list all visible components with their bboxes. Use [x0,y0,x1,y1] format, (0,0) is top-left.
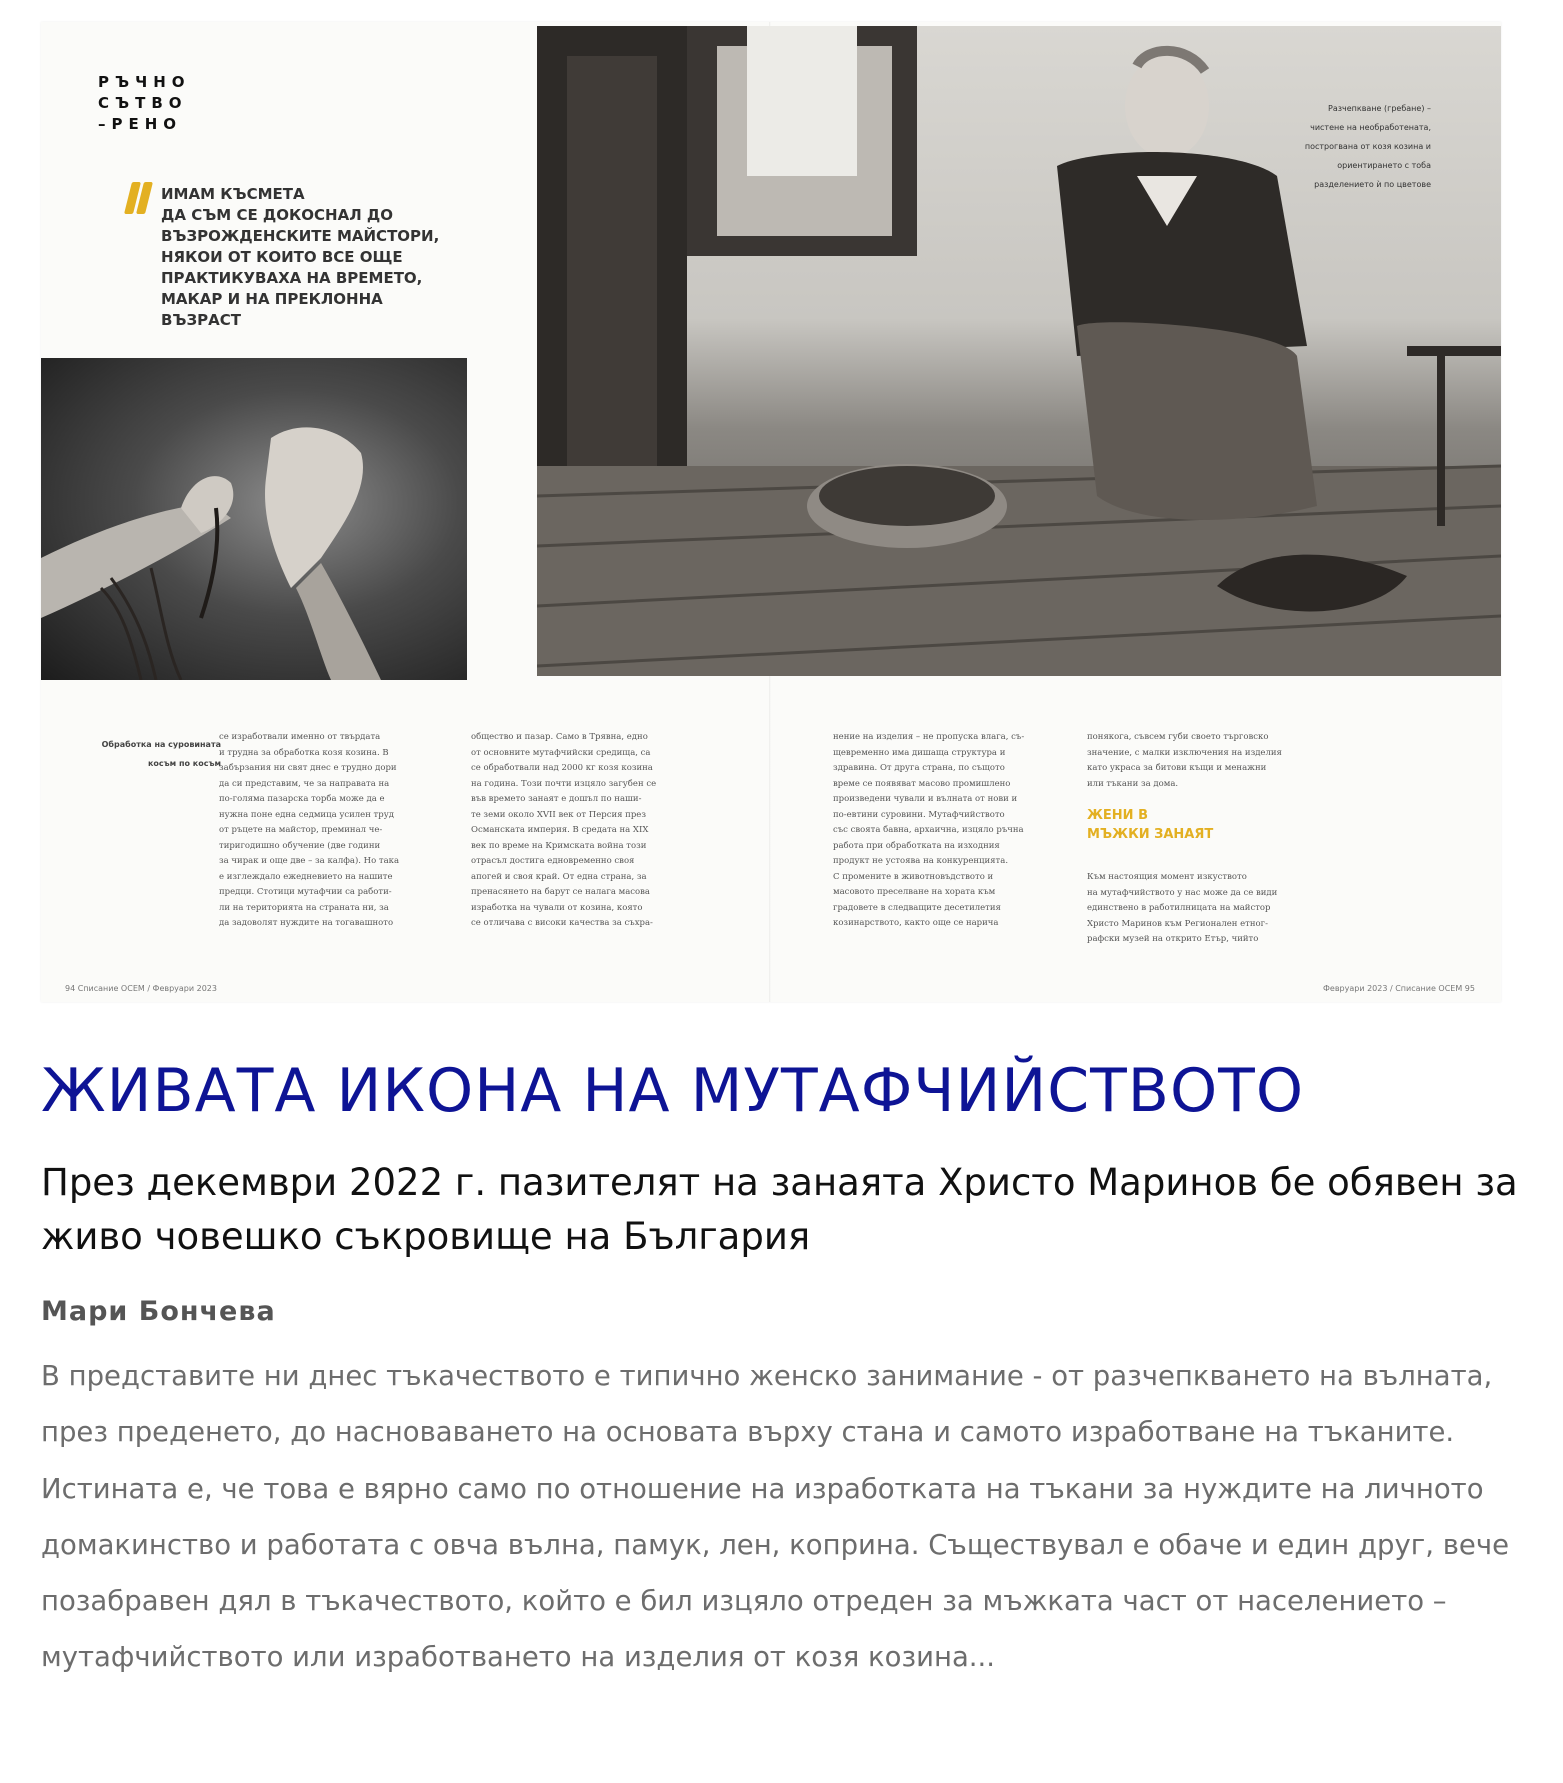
column-line: забързания ни свят днес е трудно дори [219,763,397,773]
kicker-line: –РЕНО [98,115,183,133]
pull-quote-line: НЯКОИ ОТ КОИТО ВСЕ ОЩЕ [161,248,403,266]
column-line: се обработвали над 2000 кг козя козина [471,763,653,773]
text-column-1 [219,730,451,932]
folio-right-text: Февруари 2023 / Списание ОСЕМ 95 [1323,984,1475,993]
article-title: ЖИВАТА ИКОНА НА МУТАФЧИЙСТВОТО [41,1056,1305,1126]
section-subhead [1087,806,1213,844]
column-line: век по време на Кримската война този [471,840,647,851]
column-line: продукт не устоява на конкуренцията. [833,856,1009,866]
column-line: щевременно има дишаща структура и [833,747,1006,758]
column-line: масовото преселване на хората към [833,887,996,897]
column-line: или тъкани за дома. [1087,778,1179,789]
column-line: като украса за битови къщи и менажни [1087,763,1267,773]
column-line: за чирак и още две – за калфа). Но така [219,856,400,866]
column-line: да задоволят нуждите на тогавашното [219,918,394,928]
subhead-line: МЪЖКИ ЗАНАЯТ [1087,827,1214,842]
column-line: общество и пазар. Само в Трявна, едно [471,732,648,742]
column-line: значение, с малки изключения на изделия [1087,747,1282,758]
column-line: време се появяват масово промишлено [833,778,1011,789]
column-line: апогей и своя край. От една страна, за [471,871,647,882]
small-photo-caption [101,732,221,770]
column-line: изработка на чували от козина, която [471,902,643,913]
pull-quote-line: ПРАКТИКУВАХА НА ВРЕМЕТО, [161,269,423,287]
column-line: от основните мутафчийски средища, са [471,747,651,758]
column-line: произведени чували и вълната от нови и [833,794,1018,804]
pull-quote-line: ДА СЪМ СЕ ДОКОСНАЛ ДО [161,206,394,224]
column-line: се отличава с високи качества за съхра- [471,918,653,928]
folio-left [65,976,217,995]
column-line: отрасъл достига едновременно своя [471,856,635,866]
text-column-4-bottom [1087,870,1319,948]
pull-quote-line: ВЪЗРАСТ [161,311,242,329]
column-line: ли на територията на страната ни, за [219,902,389,913]
column-line: във времето занаят е дошъл по наши- [471,794,642,804]
column-line: градовете в следващите десетилетия [833,902,1001,913]
column-line: тиригодишно обучение (две години [219,840,381,851]
column-line: от ръцете на майстор, преминал че- [219,825,383,835]
hands-photo-illustration [41,358,467,680]
pull-quote-line: МАКАР И НА ПРЕКЛОННА [161,290,383,308]
magazine-spread-image [41,22,1501,1002]
folio-left-text: 94 Списание ОСЕМ / Февруари 2023 [65,984,217,993]
small-caption-text: Обработка на суровината косъм по косъм [101,740,221,768]
folio-right [1323,976,1475,995]
column-line: Христо Маринов към Регионален етног- [1087,918,1268,929]
column-line: единствено в работилницата на майстор [1087,903,1271,913]
article-author[interactable]: Мари Бончева [41,1296,276,1327]
photo-caption-text: Разчепкване (гребане) – чистене на необработената, построгвана от козя козина и ориентирането с тоба разделението ѝ по цветове [1304,104,1431,189]
column-line: предци. Стотици мутафчии са работи- [219,887,392,897]
column-line: по-евтини суровини. Мутафчийството [833,809,1005,820]
column-line: нужна поне една седмица усилен труд [219,809,394,820]
hands-photo [41,358,467,680]
column-line: нение на изделия – не пропуска влага, съ- [833,732,1025,742]
quote-mark-icon [126,182,152,222]
column-line: рафски музей на открито Етър, чийто [1087,934,1259,944]
kicker-line: СЪТВО [98,94,188,112]
column-line: е изглеждало ежедневието на нашите [219,871,393,882]
column-line: да си представим, че за направата на [219,778,390,789]
column-line: понякога, съвсем губи своето търговско [1087,732,1269,742]
column-line: работа при обработката на изходния [833,840,1000,851]
column-line: те земи около XVII век от Персия през [471,809,646,820]
pull-quote-line: ВЪЗРОЖДЕНСКИТЕ МАЙСТОРИ, [161,227,440,245]
column-line: козинарството, както още се нарича [833,918,999,928]
photo-caption [1296,96,1431,191]
column-line: Османската империя. В средата на XIX [471,825,649,835]
column-line: на година. Този почти изцяло загубен се [471,778,657,789]
text-column-4-top [1087,730,1319,792]
text-column-2 [471,730,703,932]
section-kicker [98,72,218,135]
column-line: се изработвали именно от твърдата [219,732,381,742]
column-line: С промените в животновъдството и [833,871,994,882]
pull-quote [161,184,481,331]
kicker-line: РЪЧНО [98,73,191,91]
column-line: здравина. От друга страна, по същото [833,763,1005,773]
column-line: със своята бавна, архаична, изцяло ръчна [833,825,1024,835]
pull-quote-line: ИМАМ КЪСМЕТА [161,185,305,203]
column-line: по-голяма пазарска торба може да е [219,794,385,804]
column-line: и трудна за обработка козя козина. В [219,747,389,758]
column-line: на мутафчийството у нас може да се види [1087,887,1278,898]
text-column-3 [833,730,1065,932]
column-line: Към настоящия момент изкуството [1087,872,1247,882]
article-subtitle: През декември 2022 г. пазителят на занаята Христо Маринов бе обявен за живо човешко съкровище на България [41,1161,1518,1258]
article-lead: В представите ни днес тъкачеството е типично женско занимание - от разчепкването на вълната, през преденето, до насноваването на основата върху стана и самото изработване на тъканите. Истината е, че това е вярно само по отношение на изработката на тъкани за нуждите на личното домакинство и работата с овча вълна, памук, лен, коприна. Съществувал е обаче и един друг, вече позабравен дял в тъкачеството, който е бил изцяло отреден за мъжката част от населението – мутафчийството или изработването на изделия от козя козина... [41,1360,1509,1674]
column-line: пренасянето на барут се налага масова [471,887,651,897]
subhead-line: ЖЕНИ В [1087,808,1148,823]
